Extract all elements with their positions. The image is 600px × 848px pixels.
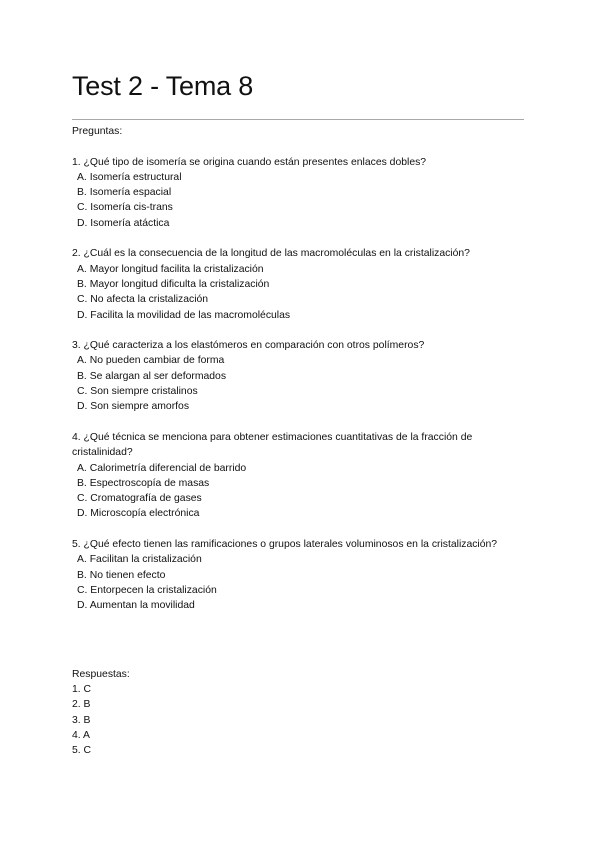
option-item: C. Cromatografía de gases (77, 493, 202, 505)
option-item: A. Facilitan la cristalización (77, 554, 202, 566)
question-block (72, 537, 532, 613)
question-text: 1. ¿Qué tipo de isomería se origina cuando están presentes enlaces dobles? (72, 156, 427, 168)
option-item: A. Isomería estructural (77, 171, 182, 183)
question-block (72, 338, 532, 414)
option-item: C. Isomería cis-trans (77, 202, 173, 214)
option-item: B. Mayor longitud dificulta la cristalización (77, 278, 270, 290)
answer-item: 4. A (72, 729, 90, 741)
title-divider (72, 119, 524, 120)
option-item: A. Mayor longitud facilita la cristalización (77, 263, 264, 275)
question-text: 3. ¿Qué caracteriza a los elastómeros en comparación con otros polímeros? (72, 340, 425, 352)
options-list (72, 552, 532, 613)
options-list (72, 170, 532, 231)
option-item: D. Microscopía electrónica (77, 508, 200, 520)
options-list (72, 461, 532, 522)
option-item: A. Calorimetría diferencial de barrido (77, 462, 247, 474)
option-item: D. Son siempre amorfos (77, 401, 190, 413)
answer-item: 1. C (72, 684, 92, 696)
option-item: B. No tienen efecto (77, 569, 166, 581)
option-item: B. Se alargan al ser deformados (77, 370, 227, 382)
options-list (72, 353, 532, 414)
page-title: Test 2 - Tema 8 (72, 71, 254, 101)
questions-list (72, 155, 532, 614)
document-body (72, 124, 532, 759)
option-item: C. Entorpecen la cristalización (77, 584, 217, 596)
option-item: D. Isomería atáctica (77, 217, 170, 229)
option-item: D. Aumentan la movilidad (77, 600, 195, 612)
option-item: B. Isomería espacial (77, 187, 172, 199)
question-text: 2. ¿Cuál es la consecuencia de la longitud de las macromoléculas en la cristalización? (72, 248, 470, 260)
answer-item: 5. C (72, 745, 92, 757)
question-block (72, 430, 532, 522)
question-block (72, 246, 532, 322)
question-text: 4. ¿Qué técnica se menciona para obtener estimaciones cuantitativas de la fracción de cristalinidad? (72, 431, 473, 459)
option-item: A. No pueden cambiar de forma (77, 355, 225, 367)
answers-label: Respuestas: (72, 668, 130, 680)
option-item: C. Son siempre cristalinos (77, 386, 198, 398)
options-list (72, 262, 532, 323)
answer-item: 2. B (72, 699, 91, 711)
answer-item: 3. B (72, 714, 91, 726)
option-item: D. Facilita la movilidad de las macromoléculas (77, 309, 291, 321)
questions-label: Preguntas: (72, 126, 123, 137)
option-item: C. No afecta la cristalización (77, 294, 209, 306)
question-text: 5. ¿Qué efecto tienen las ramificaciones o grupos laterales voluminosos en la cristalización? (72, 539, 498, 551)
option-item: B. Espectroscopía de masas (77, 477, 210, 489)
answers-list (72, 682, 532, 758)
question-block (72, 155, 532, 231)
